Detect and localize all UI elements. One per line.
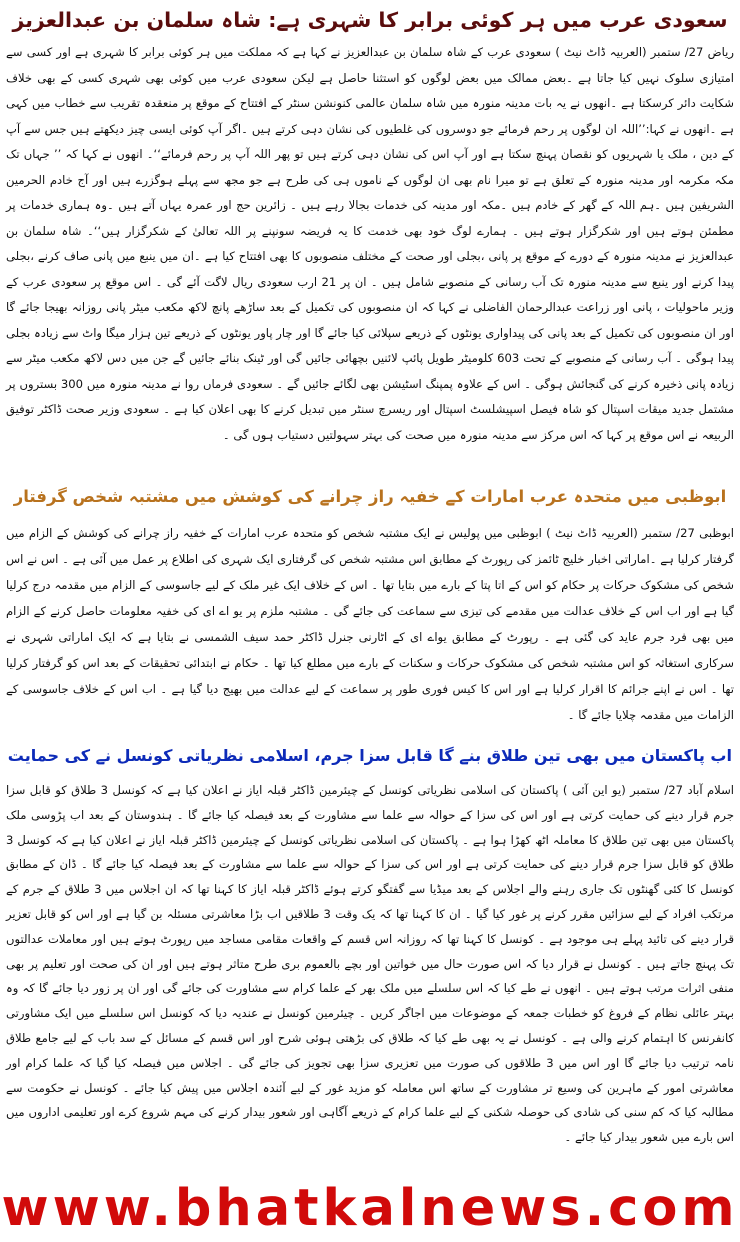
website-footer: www.bhatkalnews.com: [1, 1179, 739, 1238]
article-2-body: [6, 520, 734, 732]
article-3-headline: اب پاکستان میں بھی تین طلاق بنے گا قابل سزا جرم، اسلامی نظریاتی کونسل نے کی حمایت: [8, 746, 732, 765]
article-1-text: ریاض 27/ ستمبر (العربیہ ڈاٹ نیٹ ) سعودی عرب کے شاہ سلمان بن عبدالعزیز نے کہا ہے کہ مملکت میں ہر کوئی برابر کا شہری ہے اور کسی سے امتیازی سلوک نہیں کیا جاتا ہے ۔بعض ممالک میں بعض لوگوں کو استثنا حاصل ہے لیکن سعودی عرب میں کوئی بھی شہری کسی کے بھی خلاف شکایت دائر کرسکتا ہے ۔انھوں نے یہ بات مدینہ منورہ میں شاہ سلمان عالمی کنونشن سنٹر کے افتتاح کے موقع پر منعقدہ تقریب سے خطاب میں کہی ہے ۔انھوں نے کہا:’’اللہ ان لوگوں پر رحم فرمائے جو دوسروں کی غلطیوں کی نشان دہی کرتے ہیں ۔اگر آپ کوئی ایسی چیز دیکھتے ہیں جس سے آپ کے دین ، ملک یا شہریوں کو نقصان پہنچ سکتا ہے اور آپ اس کی نشان دہی کرتے ہیں تو پھر اللہ آپ پر رحم فرمائے‘‘۔ انھوں نے کہا کہ ’’ جہاں تک مکہ مکرمہ اور مدینہ منورہ کے تعلق ہے تو میرا نام بھی ان لوگوں کے ناموں ہی کی طرح ہے جو مجھ سے پہلے ہوگزرے ہیں اور آج خادم الحرمین الشریفین ہیں ۔ہم اللہ کے گھر کے خادم ہیں ۔مکہ اور مدینہ کی خدمات بجالا رہے ہیں ۔ زائرین حج اور عمرہ یہاں آتے ہیں ۔وہ ہماری خدمات پر مطمئن ہوتے ہیں اور شکرگزار ہوتے ہیں ۔ ہمارے لوگ خود بھی خدمت کا یہ فریضہ سونپنے پر اللہ تعالیٰ کے شکرگزار ہیں‘‘۔ شاہ سلمان بن عبدالعزیز نے مدینہ منورہ کے دورے کے موقع پر پانی ،بجلی اور صحت کے مختلف منصوبوں کا بھی افتتاح کیا ہے ۔ان میں ینبع میں پانی صاف کرنے ،بجلی پیدا کرنے اور ینبع سے مدینہ منورہ تک آب رسانی کے منصوبے شامل ہیں ۔ ان پر 21 ارب سعودی ریال لاگت آئے گی ۔ اس موقع پر سعودی عرب کے وزیر ماحولیات ، پانی اور زراعت عبدالرحمان الفاضلی نے کہا کہ ان منصوبوں کی تکمیل کے بعد ساڑھے پانچ لاکھ مکعب میٹر پانی روزانہ بھیجا جائے گا اور ان منصوبوں کی تکمیل کے بعد پانی کی پیداواری یونٹوں کے ذریعے سپلائی کیا جائے گا اور چار پاور یونٹوں کے ذریعے تین ہزار میگا واٹ سے زیادہ بجلی پیدا ہوگی ۔ آب رسانی کے منصوبے کے تحت 603 کلومیٹر طویل پائپ لائنیں بچھائی جائیں گی اور ٹینک بنائے جائیں گے جن میں دس لاکھ مکعب میٹر سے زیادہ پانی ذخیرہ کرنے کی گنجائش ہوگی ۔ اس کے علاوہ پمپنگ اسٹیشن بھی لگائے جائیں گے ۔ سعودی فرماں روا نے مدینہ منورہ میں 300 بستروں پر مشتمل جدید میقات اسپتال کو شاہ فیصل اسپیشلسٹ اسپتال اور ریسرچ سنٹر میں تبدیل کرنے کا بھی اعلان کیا ہے ۔ سعودی وزیر صحت ڈاکٹر توفیق الربیعہ نے اس موقع پر کہا کہ اس مرکز سے مدینہ منورہ میں صحت کی بہتر سہولتیں دستیاب ہوں گی ۔: [6, 45, 734, 442]
article-3-text: اسلام آباد 27/ ستمبر (یو این آئی ) پاکستان کی اسلامی نظریاتی کونسل کے چیئرمین ڈاکٹر قبلہ ایاز نے اعلان کیا ہے کہ کونسل 3 طلاق کو قابل سزا جرم قرار دینے کی حمایت کرتی ہے اور اس کی سزا کے حوالہ سے علما سے مشاورت کے بعد فیصلہ کیا جائے گا ۔ ہندوستان کے بعد اب پڑوسی ملک پاکستان میں بھی تین طلاق کا معاملہ اٹھ کھڑا ہوا ہے ۔ پاکستان کی اسلامی نظریاتی کونسل کے چیئرمین ڈاکٹر قبلہ ایاز نے اعلان کیا ہے کہ کونسل 3 طلاق کو قابل سزا جرم قرار دینے کی حمایت کرتی ہے اور اس کی سزا کے حوالہ سے علما سے مشاورت کے بعد فیصلہ کیا جائے گا ۔ ڈان کے مطابق کونسل کا کئی گھنٹوں تک جاری رہنے والے اجلاس کے بعد میڈیا سے گفتگو کرتے ہوئے ڈاکٹر قبلہ ایاز کا کہنا تھا کہ ان اجلاس میں 3 طلاق کے جرم کے مرتکب افراد کے لیے سزائیں مقرر کرنے پر غور کیا گیا ۔ ان کا کہنا تھا کہ یک وقت 3 طلاقیں اب بڑا معاشرتی مسئلہ بن گیا ہے اور اس کو قابل تعزیر قرار دینے کی تائید پہلے ہی موجود ہے ۔ کونسل کا کہنا تھا کہ روزانہ اس قسم کے واقعات مقامی مساجد میں رپورٹ ہوتے ہیں اور معاملات عدالتوں تک پہنچ جاتے ہیں ۔ کونسل نے قرار دیا کہ اس صورت حال میں خواتین اور بچے بالعموم بری طرح متاثر ہوتے ہیں اور ان کی صحت اور تعلیم پر بھی منفی اثرات مرتب ہوتے ہیں ۔ انھوں نے طے کیا کہ اس سلسلے میں ملک بھر کے علما کرام سے مشاورت کی جائے گی اور ان پر زور دیا جائے گا کہ وہ بہتر عائلی نظام کے فروغ کو خطبات جمعہ کے موضوعات میں اجاگر کریں ۔ چیئرمین کونسل نے عندیہ دیا کہ کونسل اس سلسلے میں ایک مشاورتی کانفرنس کا اہتمام کرنے والی ہے ۔ کونسل نے یہ بھی طے کیا کہ طلاق کی بڑھتی ہوئی شرح اور اس قسم کے مسائل کے سد باب کے لیے جامع طلاق نامہ ترتیب دیا جائے گا اور اس میں 3 طلاقوں کی صورت میں تعزیری سزا بھی تجویز کی جائے گی ۔ اجلاس میں فیصلہ کیا گیا کہ علما کرام اور معاشرتی امور کے ماہرین کی وسیع تر مشاورت کے ساتھ اس معاملہ کو مزید غور کے لیے آئندہ اجلاس میں پیش کیا جائے ۔ کونسل نے حکومت سے مطالبہ کیا کہ کم سنی کی شادی کی حوصلہ شکنی کے لیے علما کرام کے ذریعے آگاہی اور شعور بیدار کرنے کی مہم شروع کرے اور تعلیمی اداروں میں اس بارے میں شعور بیدار کیا جائے ۔: [6, 783, 735, 1145]
article-2-headline: ابوظبی میں متحدہ عرب امارات کے خفیہ راز چرانے کی کوشش میں مشتبہ شخص گرفتار: [13, 487, 727, 506]
article-1-body: [6, 40, 734, 475]
article-1-headline: سعودی عرب میں ہر کوئی برابر کا شہری ہے: شاہ سلمان بن عبدالعزیز: [12, 8, 728, 32]
article-3-body: [6, 778, 734, 1170]
article-2-text: ابوظبی 27/ ستمبر (العربیہ ڈاٹ نیٹ ) ابوظبی میں پولیس نے ایک مشتبہ شخص کو متحدہ عرب امارات کے خفیہ راز چرانے کی کوشش کے الزام میں گرفتار کرلیا ہے ۔اماراتی اخبار خلیج ٹائمز کی رپورٹ کے مطابق اس مشتبہ شخص کی گرفتاری ایک شہری کی اطلاع پر عمل میں آئی ہے ۔ اس نے اس شخص کی مشکوک حرکات پر حکام کو اس کے اتا پتا کے بارے میں بتایا تھا ۔ اس کے خلاف ایک غیر ملک کے لیے جاسوسی کے الزام میں مقدمہ درج کرلیا گیا ہے اور اب اس کے خلاف عدالت میں مقدمے کی تیزی سے سماعت کی جائے گی ۔ مشتبہ ملزم پر یو اے ای کی خفیہ معلومات حاصل کرنے کے الزام میں بھی فرد جرم عاید کی گئی ہے ۔ رپورٹ کے مطابق یواے ای کے اٹارنی جنرل ڈاکٹر حمد سیف الشمسی نے بتایا ہے کہ ایک اماراتی شہری نے سرکاری استغاثہ کو اس مشتبہ شخص کی مشکوک حرکات و سکنات کے بارے میں مطلع کیا تھا ۔ حکام نے ابتدائی تحقیقات کے بعد اس کو گرفتار کرلیا تھا ۔ اس نے اپنے جرائم کا اقرار کرلیا ہے اور اس کا کیس فوری طور پر سماعت کے لیے عدالت میں بھیج دیا گیا ہے ۔ اب اس کے خلاف جاسوسی کے الزامات میں مقدمہ چلایا جائے گا ۔: [6, 526, 734, 722]
